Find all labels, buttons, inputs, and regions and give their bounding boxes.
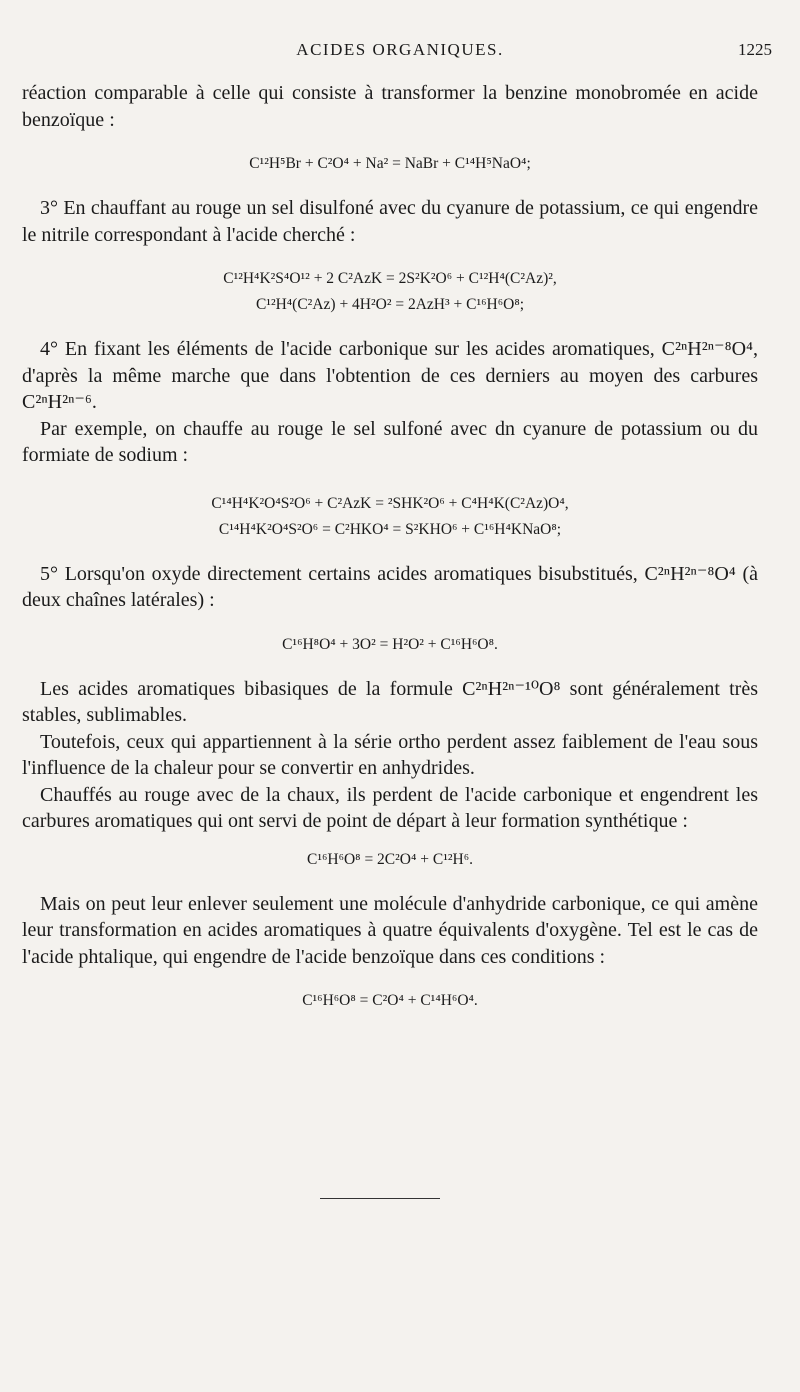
paragraph: Mais on peut leur enlever seulement une molécule d'anhydride carbonique, ce qui amène leur transformation en acides aromatiques à quatre équivalents d'oxygène. Tel est le cas de l'acide phtalique, qui engendre de l'acide benzoïque dans ces conditions :	[22, 892, 758, 968]
equation	[22, 491, 758, 543]
equation-line: C¹²H⁴K²S⁴O¹² + 2 C²AzK = 2S²K²O⁶ + C¹²H⁴(C²Az)²,	[223, 270, 557, 287]
paragraph: réaction comparable à celle qui consiste à transformer la benzine monobromée en acide benzoïque :	[22, 82, 758, 131]
equation-line: C¹⁶H⁸O⁴ + 3O² = H²O² + C¹⁶H⁶O⁸.	[282, 635, 498, 653]
equation	[22, 847, 758, 873]
equation	[22, 632, 758, 658]
header-title: ACIDES ORGANIQUES.	[296, 40, 504, 59]
paragraph: Les acides aromatiques bibasiques de la formule C²ⁿH²ⁿ⁻¹⁰O⁸ sont généralement très stables, sublimables.	[22, 677, 758, 726]
section-divider	[320, 1198, 440, 1199]
equation-line: C¹⁶H⁶O⁸ = 2C²O⁴ + C¹²H⁶.	[306, 850, 473, 868]
paragraph: Par exemple, on chauffe au rouge le sel sulfoné avec dn cyanure de potassium ou du formiate de sodium :	[22, 417, 758, 466]
equation-line: C¹²H⁵Br + C²O⁴ + Na² = NaBr + C¹⁴H⁵NaO⁴;	[249, 155, 531, 172]
running-header	[0, 40, 800, 70]
equation	[22, 266, 758, 318]
paragraph: 3° En chauffant au rouge un sel disulfoné avec du cyanure de potassium, ce qui engendre le nitrile correspondant à l'acide cherché :	[22, 197, 758, 246]
body-text	[22, 80, 758, 1014]
paragraph: Chauffés au rouge avec de la chaux, ils perdent de l'acide carbonique et engendrent les carbures aromatiques qui ont servi de point de départ à leur formation synthétique :	[22, 783, 758, 832]
page-number: 1225	[738, 40, 772, 59]
equation	[22, 151, 758, 177]
paragraph: 4° En fixant les éléments de l'acide carbonique sur les acides aromatiques, C²ⁿH²ⁿ⁻⁸O⁴, d'après la même marche que dans l'obtention de ces derniers au moyen des carbures C²ⁿH²ⁿ⁻⁶.	[22, 338, 758, 413]
paragraph: 5° Lorsqu'on oxyde directement certains acides aromatiques bisubstitués, C²ⁿH²ⁿ⁻⁸O⁴ (à deux chaînes latérales) :	[22, 562, 758, 611]
equation-line: C¹⁴H⁴K²O⁴S²O⁶ + C²AzK = ²SHK²O⁶ + C⁴H⁴K(C²Az)O⁴,	[211, 494, 569, 512]
paragraph: Toutefois, ceux qui appartiennent à la série ortho perdent assez faiblement de l'eau sous l'influence de la chaleur pour se convertir en anhydrides.	[22, 730, 758, 779]
equation	[22, 988, 758, 1014]
equation-line: C¹⁶H⁶O⁸ = C²O⁴ + C¹⁴H⁶O⁴.	[302, 992, 478, 1009]
equation-line: C¹²H⁴(C²Az) + 4H²O² = 2AzH³ + C¹⁶H⁶O⁸;	[255, 296, 525, 313]
equation-line: C¹⁴H⁴K²O⁴S²O⁶ = C²HKO⁴ = S²KHO⁶ + C¹⁶H⁴KNaO⁸;	[218, 520, 562, 538]
